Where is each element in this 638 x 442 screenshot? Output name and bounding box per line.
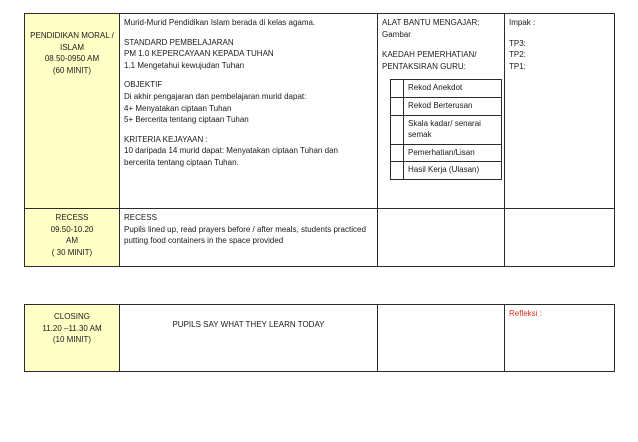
list-item bbox=[391, 144, 502, 162]
empty-cell bbox=[505, 209, 615, 267]
refleksi-label: Refleksi : bbox=[509, 309, 542, 318]
recess-time-cell bbox=[25, 209, 120, 267]
tp2-label: TP2: bbox=[509, 50, 526, 60]
closing-time-cell bbox=[25, 305, 120, 372]
objektif-line: Di akhir pengajaran dan pembelajaran murid dapat: bbox=[124, 91, 307, 101]
list-item bbox=[391, 80, 502, 98]
kaedah-heading-2: PENTAKSIRAN GURU: bbox=[382, 61, 466, 71]
rekod-label: Rekod Anekdot bbox=[404, 80, 502, 98]
rekod-label: Pemerhatian/Lisan bbox=[404, 144, 502, 162]
tp3-label: TP3: bbox=[509, 38, 526, 48]
time-range: 09.50-10.20 bbox=[50, 224, 94, 234]
table-row bbox=[25, 14, 615, 209]
lesson-content-cell bbox=[120, 14, 378, 209]
checkbox[interactable] bbox=[391, 98, 404, 116]
abm-cell bbox=[378, 14, 505, 209]
duration: (60 MINIT) bbox=[52, 65, 92, 75]
standard-heading: STANDARD PEMBELAJARAN bbox=[124, 37, 234, 47]
recess-content-cell bbox=[120, 209, 378, 267]
impak-cell bbox=[505, 14, 615, 209]
recess-title: RECESS bbox=[124, 213, 157, 222]
checkbox[interactable] bbox=[391, 144, 404, 162]
subject-label: PENDIDIKAN MORAL / bbox=[30, 31, 114, 40]
table-row bbox=[25, 209, 615, 267]
closing-content-cell bbox=[120, 305, 378, 372]
intro-text: Murid-Murid Pendidikan Islam berada di kelas agama. bbox=[124, 18, 316, 27]
kriteria-line: 10 daripada 14 murid dapat: Menyatakan ciptaan Tuhan dan bbox=[124, 146, 338, 156]
checkbox[interactable] bbox=[391, 80, 404, 98]
checkbox[interactable] bbox=[391, 115, 404, 144]
spacer bbox=[382, 40, 500, 49]
objektif-heading: OBJEKTIF bbox=[124, 80, 163, 90]
lesson-plan-table bbox=[24, 13, 615, 267]
abm-heading: ALAT BANTU MENGAJAR: bbox=[382, 18, 480, 27]
closing-label: CLOSING bbox=[53, 312, 90, 321]
kaedah-heading: KAEDAH PEMERHATIAN/ bbox=[382, 50, 477, 60]
objektif-line: 5+ Bercerita tentang ciptaan Tuhan bbox=[124, 115, 249, 125]
duration: (10 MINIT) bbox=[52, 335, 92, 345]
duration: ( 30 MINIT) bbox=[51, 247, 93, 257]
subject-time-cell bbox=[25, 14, 120, 209]
table-row bbox=[25, 305, 615, 372]
closing-table bbox=[24, 304, 615, 372]
rekod-label: Skala kadar/ senarai semak bbox=[404, 115, 502, 144]
checkbox[interactable] bbox=[391, 162, 404, 180]
kriteria-section bbox=[124, 134, 373, 169]
spacer bbox=[509, 29, 610, 38]
objektif-section bbox=[124, 79, 373, 125]
closing-text: PUPILS SAY WHAT THEY LEARN TODAY bbox=[172, 320, 325, 329]
tp1-label: TP1: bbox=[509, 61, 526, 71]
recess-label: RECESS bbox=[55, 213, 89, 222]
time-ampm: AM bbox=[66, 236, 78, 246]
abm-value: Gambar bbox=[382, 29, 411, 39]
kriteria-heading: KRITERIA KEJAYAAN : bbox=[124, 134, 208, 144]
standard-subitem: 1.1 Mengetahui kewujudan Tuhan bbox=[124, 60, 245, 70]
subject-label-2: ISLAM bbox=[59, 42, 84, 52]
objektif-line: 4+ Menyatakan ciptaan Tuhan bbox=[124, 103, 232, 113]
recess-text-2: putting food containers in the space provided bbox=[124, 236, 284, 246]
list-item bbox=[391, 115, 502, 144]
empty-cell bbox=[378, 305, 505, 372]
time-range: 08.50-0950 AM bbox=[44, 54, 100, 64]
time-range: 11.20 –11.30 AM bbox=[42, 323, 102, 333]
list-item bbox=[391, 98, 502, 116]
kriteria-line: bercerita tentang ciptaan Tuhan. bbox=[124, 157, 239, 167]
rekod-label: Hasil Kerja (Ulasan) bbox=[404, 162, 502, 180]
impak-heading: Impak : bbox=[509, 18, 536, 27]
refleksi-cell bbox=[505, 305, 615, 372]
standard-item: PM 1.0 KEPERCAYAAN KEPADA TUHAN bbox=[124, 49, 274, 59]
empty-cell bbox=[378, 209, 505, 267]
rekod-checklist bbox=[390, 79, 502, 180]
standard-section bbox=[124, 37, 373, 72]
rekod-label: Rekod Berterusan bbox=[404, 98, 502, 116]
list-item bbox=[391, 162, 502, 180]
recess-text: Pupils lined up, read prayers before / after meals, students practiced bbox=[124, 224, 366, 234]
